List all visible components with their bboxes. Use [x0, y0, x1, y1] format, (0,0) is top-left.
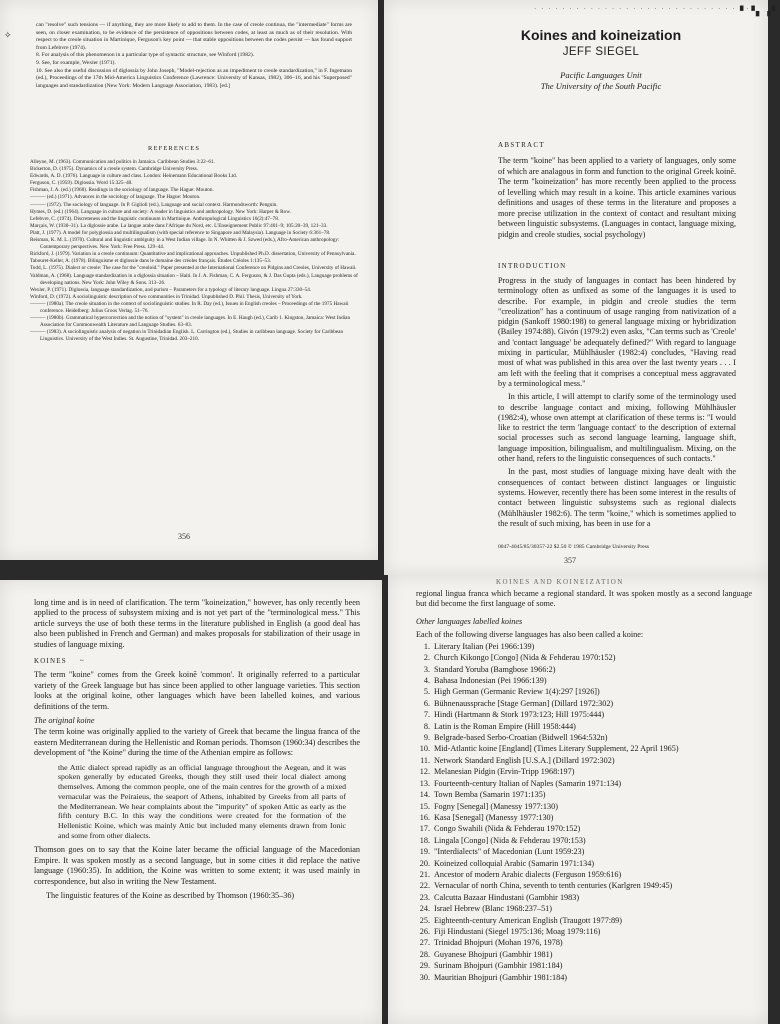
reference: Hymes, D. (ed.) (1964). Language in culture and society: A reader in linguistics and anthropology. New York: Harper & Row. [30, 208, 291, 215]
list-item-number: 4. [423, 676, 430, 686]
article-title: Koines and koineization [520, 27, 682, 43]
list-item-number: 29. [419, 961, 430, 971]
list-item-number: 12. [419, 767, 430, 777]
list-item [416, 789, 752, 800]
list-item-number: 23. [419, 892, 430, 902]
list-item-text: Eighteenth-century American English (Traugott 1977:89) [434, 915, 622, 925]
introduction-body [498, 276, 736, 532]
list-item-number: 5. [423, 687, 430, 697]
list-item [416, 823, 752, 834]
list-item-number: 13. [419, 778, 430, 788]
running-head: KOINES AND KOINEIZATION [496, 578, 624, 586]
page-357 [384, 0, 780, 575]
article-author: JEFF SIEGEL [562, 46, 640, 58]
list-item-text: Belgrade-based Serbo-Croatian (Bidwell 1964:532n) [434, 733, 608, 743]
reference: Alleyne, M. (1963). Communication and politics in Jamaica. Caribbean Studies 3:22–61. [30, 159, 215, 165]
page-body [416, 589, 752, 983]
list-item-number: 2. [423, 653, 430, 663]
list-item-text: Town Bemba (Samarin 1971:135) [434, 790, 546, 800]
list-item-text: Koineized colloquial Arabic (Samarin 1971:134) [434, 858, 595, 868]
reference: ——— (1972). The sociology of language. In P. Giglioli (ed.), Language and social context. Harmondsworth: Penguin. [30, 201, 278, 208]
list-item-number: 10. [419, 744, 430, 754]
list-item-text: Guyanese Bhojpuri (Gambhir 1981) [434, 949, 553, 959]
list-item [416, 721, 752, 732]
list-item-text: Vernacular of north China, seventh to tenth centuries (Karlgren 1949:45) [434, 881, 673, 891]
list-item-text: High German (Germanic Review 1(4):297 [1926]) [434, 687, 600, 697]
author-affiliation: The University of the South Pacific [540, 81, 662, 91]
list-item-text: Mauritian Bhojpuri (Gambhir 1981:184) [434, 972, 568, 982]
list-item [416, 732, 752, 743]
list-item-text: Fogny [Senegal] (Manessy 1977:130) [434, 801, 558, 811]
page-356 [0, 0, 378, 560]
list-item [416, 926, 752, 937]
introduction-heading: INTRODUCTION [498, 262, 567, 270]
list-item-text: Surinam Bhojpuri (Gambhir 1981:184) [434, 961, 563, 971]
list-item-number: 14. [419, 790, 430, 800]
list-item [416, 892, 752, 903]
list-item [416, 858, 752, 869]
list-item-text: Ancestor of modern Arabic dialects (Ferguson 1959:616) [434, 869, 622, 879]
list-item-number: 11. [420, 755, 430, 765]
reference-list [30, 159, 362, 343]
subsection-heading: Other languages labelled koines [416, 617, 523, 627]
list-item-text: Lingala [Congo] (Nida & Fehderau 1970:153) [434, 835, 586, 845]
abstract-text: The term "koine" has been applied to a variety of languages, only some of which are analagous in form and function to the original Greek koinē. The term "koineization" has more recently been applied to the process of levelling which may result in a koine. This article examines various definitions and usages of these terms in the literature and proposes a more precise utilization in the context of contact and resultant mixing between linguistic subsystems. (Languages in contact, language mixing, pidgin and creole studies, social psychology) [498, 156, 736, 239]
paragraph: Progress in the study of languages in contact has been hindered by terminology often as unfixed as some of the languages it is used to describe. For example, in pidgin and creole studies the term "creolization" has a continuum of usage ranging from nativization of a pidgin (Sankoff 1980:198) to general language mixing or hybridization (Bailey 1974:88). Givón (1979:2) even asks, "Can terms such as 'Creole' and 'contact language' be adequately defined?" With regard to language mixing in particular, Mühlhäusler (1982:4) concludes, "Having read most of what was published in this area over the last twenty years . . . I am left with the feeling that it comprises a conceptual mess aggravated by a terminological mess." [498, 276, 736, 388]
copyright-line: 0047-4045/85/30357-22 $2.50 © 1985 Cambridge University Press [498, 544, 650, 550]
list-item [416, 915, 752, 926]
reference: Tabouret-Keller, A. (1978). Bilinguisme et diglossie dans le domaine des créoles français. Études Créoles 1:135–53. [30, 258, 272, 265]
corner-mark: ▘▝▖▗▘ [740, 6, 780, 16]
list-item [416, 937, 752, 948]
margin-mark: ✧ [4, 30, 12, 40]
list-item [416, 675, 752, 686]
endnote: 8. For analysis of this phenomenon in a particular type of syntactic structure, see Winford (1982). [36, 52, 255, 59]
koine-list [416, 641, 752, 983]
list-item-text: Melanesian Pidgin (Ervin-Tripp 1968:197) [434, 767, 575, 777]
list-item-text: Trinidad Bhojpuri (Mohan 1976, 1978) [434, 938, 563, 948]
references-heading: REFERENCES [148, 145, 201, 152]
list-item-number: 15. [419, 801, 430, 811]
reference: Platt, J. (1977). A model for polyglossia and multilingualism (with special reference to Singapore and Malaysia). Language in Society 6:361–78. [30, 229, 331, 236]
reference: Rickford, J. (1979). Variation in a creole continuum: Quantitative and implicational approaches. Unpublished Ph.D. dissertation, University of Pennsylvania. [30, 251, 356, 258]
list-item-number: 9. [423, 733, 430, 743]
list-item-text: Bahasa Indonesian (Pei 1966:139) [434, 676, 547, 686]
list-item [416, 652, 752, 663]
list-intro: Each of the following diverse languages has also been called a koine: [416, 629, 644, 639]
list-item-text: Congo Swahili (Nida & Fehderau 1970:152) [434, 824, 581, 834]
list-item [416, 698, 752, 709]
paragraph: long time and is in need of clarification. The term "koineization," however, has only recently been applied to the process of subsystem mixing and is not yet part of the "terminological mess." This article surveys the use of both these terms in the literature published in English (a good deal has also been published in French and German) and makes proposals for stabilization of their usage in studies of language mixing. [34, 598, 360, 649]
list-item [416, 766, 752, 777]
running-head: · · · · · · · · · · · · · · · · · · · · · · · · · · · · · · · [534, 5, 751, 13]
paragraph: The linguistic features of the Koine as described by Thomson (1960:35–36) [46, 890, 295, 900]
reference: Lefebvre, C. (1974). Discreteness and the linguistic continuum in Martinique. Anthropological Linguistics 16(2):47–78. [30, 215, 280, 222]
reference: ——— (ed.) (1971). Advances in the sociology of language. The Hague: Mouton. [30, 194, 201, 201]
page-358 [0, 580, 382, 1024]
list-item-text: Mid-Atlantic koine [England] (Times Literary Supplement, 22 April 1965) [434, 744, 679, 754]
list-item-number: 6. [423, 698, 430, 708]
list-item-number: 7. [423, 710, 430, 720]
list-item [416, 709, 752, 720]
reference: ——— (1983). A sociolinguistic analysis of negation in Trinidadian English. L. Carrington (ed.), Studies in caribbean language. Society for Caribbean Linguistics. University of the West Indies. St. Augustine, Trinidad. 203–210. [30, 329, 344, 343]
endnotes [36, 22, 352, 90]
reference: Marçais, W. (1930–31). La diglossie arabe. La langue arabe dans l'Afrique du Nord, etc. L'Enseignement Public 97:401–9; 105:20–39, 121–33. [30, 222, 328, 229]
list-item [416, 743, 752, 754]
list-item-number: 26. [419, 926, 430, 936]
reference: ——— (1980a). The creole situation in the context of sociolinguistic studies. In R. Day (ed.), Issues in English creoles – Proceedings of the 1975 Hawaii conference. Heidelberg: Julius Groos Verlag. 51–76. [30, 300, 349, 314]
margin-mark: ~ [79, 657, 85, 666]
list-item-text: Church Kikongo [Congo] (Nida & Fehderau 1970:152) [434, 653, 616, 663]
section-heading-text: KOINES [34, 657, 67, 666]
page-number: 356 [178, 532, 190, 541]
reference: Wexler, P. (1971). Diglossia, language standardization, and purism – Parameters for a typology of literary language. Lingua 27:330–54. [30, 286, 312, 293]
list-item-number: 3. [423, 664, 430, 674]
list-item-number: 16. [419, 812, 430, 822]
reference: Bickerton, D. (1975). Dynamics of a creole system. Cambridge University Press. [30, 166, 199, 173]
list-item [416, 641, 752, 652]
list-item-number: 20. [419, 858, 430, 868]
list-item [416, 949, 752, 960]
endnote: can "resolve" such tensions — if anything, they are more likely to add to them. In the case of creole continua, the "intermediate" forms are seen, on closer examination, to be evidence of the persistence of oppositions between codes, at least as much as of their resolution. With respect to the creole situation in Martinique, Ferguson's key point — that stable oppositions between the codes persist — has found support from Lefebvre (1974). [36, 22, 352, 51]
list-item-text: Network Standard English [U.S.A.] (Dillard 1972:302) [434, 755, 615, 765]
list-item-text: Bühnenaussprache [Stage German] (Dillard 1972:302) [434, 698, 614, 708]
page-359 [388, 575, 768, 1024]
list-item-number: 24. [419, 904, 430, 914]
list-item-number: 19. [419, 847, 430, 857]
list-item-text: Fiji Hindustani (Siegel 1975:136; Moag 1979:116) [434, 926, 601, 936]
list-item-text: Literary Italian (Pei 1966:139) [434, 641, 535, 651]
list-item [416, 664, 752, 675]
list-item-number: 21. [419, 869, 430, 879]
reference: ——— (1980b). Grammatical hypercorrection and the notion of "system" in creole languages. In E. Haugh (ed.), Carib 1. Kingston, Jamaica: West Indian Association for Commonwealth Literature and Language Studies. 63–83. [30, 315, 351, 329]
list-item-text: Fourteenth-century Italian of Naples (Samarin 1971:134) [434, 778, 622, 788]
paragraph: In the past, most studies of language mixing have dealt with the consequences of contact between distinct languages or linguistic systems. However, recently there has been some interest in the results of contact between linguistic subsystems such as regional dialects (Mühlhäusler 1982:6). The term "koine," which is sometimes applied to the result of such mixing, has been in use for a [498, 467, 736, 528]
list-item [416, 686, 752, 697]
paragraph: The term "koine" comes from the Greek koinē 'common'. It originally referred to a particular variety of the Greek language but has since been applied to other language varieties. This section looks at the original koine, other languages which have been labelled koines, and various definitions of the term. [34, 670, 360, 711]
list-item [416, 801, 752, 812]
block-quote: the Attic dialect spread rapidly as an official language throughout the Aegean, and it was spoken generally by educated Greeks, though they still used their local dialect among themselves. Among the common people, one of the main centres for the growth of a mixed vernacular was the Peiraieus, the seaport of Athens, inhabited by Greeks from all parts of the Mediterranean. We hear complaints about the "impurity" of spoken Attic as early as the fifth century B.C. In this way the conditions were created for the formation of the Hellenistic Koine, which was mainly Attic but included many elements drawn from Ionic and some from other dialects. [58, 762, 346, 840]
reference: Reisman, K. M. L. (1970). Cultural and linguistic ambiguity in a West Indian village. In N. Whitten & J. Szwed (eds.), Afro-American anthropology: Contemporary perspectives. New York: Free Press. 129–44. [30, 237, 340, 251]
page-body [34, 598, 360, 905]
list-item [416, 903, 752, 914]
list-item [416, 778, 752, 789]
abstract-heading: ABSTRACT [498, 141, 545, 149]
list-item-text: Calcutta Bazaar Hindustani (Gambhir 1983) [434, 892, 580, 902]
list-item-number: 28. [419, 949, 430, 959]
reference: Valdman, A. (1968). Language standardization in a diglossia situation – Haiti. In J. A. Fishman, C. A. Ferguson, & J. Das Gupta (eds.), Language problems of developing nations. New York: John Wiley & Sons. 313–26. [30, 272, 358, 286]
list-item-number: 22. [419, 881, 430, 891]
list-item-number: 1. [423, 641, 430, 651]
list-item-text: Latin is the Roman Empire (Hill 1958:444) [434, 721, 576, 731]
list-item [416, 846, 752, 857]
list-item-number: 18. [419, 835, 430, 845]
list-item [416, 972, 752, 983]
paragraph: Thomson goes on to say that the Koine later became the official language of the Macedonian Empire. It was spoken mostly as a second language, but in some cities it did replace the native language (1960:35). In addition, the Koine was written to some extent; it was used mainly in correspondence, but also in writing the New Testament. [34, 845, 360, 886]
reference: Winford, D. (1972). A sociolinguistic description of two communities in Trinidad. Unpublished D. Phil. Thesis, University of York. [30, 293, 303, 300]
list-item-text: Standard Yoruba (Bamgbose 1966:2) [434, 664, 556, 674]
endnote: 10. See also the useful discussion of diglossia by John Joseph, "Model-rejection as an impediment to creole standardization," in F. Ingemann (ed.), Proceedings of the 17th Mid-America Linguistics Conference (Lawrence: University of Kansas, 1982), 306–16, and his "Superposed" languages and standardization (New York: Modern Language Association, 1983). [ed.] [36, 67, 352, 89]
reference: Ferguson, C. (1959). Diglossia. Word 15:325–40. [30, 180, 133, 187]
list-item [416, 812, 752, 823]
list-item [416, 880, 752, 891]
list-item [416, 960, 752, 971]
reference: Todd, L. (1975). Dialect or creole: The case for the "creoloid." Paper presented at the International Conference on Pidgins and Creoles, University of Hawaii. [30, 265, 357, 272]
paragraph: regional lingua franca which became a regional standard. It was spoken mostly as a second language but did become the first language of some. [416, 589, 752, 609]
list-item-number: 25. [419, 915, 430, 925]
subsection-heading: The original koine [34, 716, 95, 726]
reference: Edwards, A. D. (1976). Language in culture and class. London: Heinemann Educational Books Ltd. [30, 173, 238, 180]
list-item-number: 27. [419, 938, 430, 948]
list-item [416, 869, 752, 880]
list-item-number: 17. [419, 824, 430, 834]
paragraph: The term koine was originally applied to the variety of Greek that became the lingua franca of the eastern Mediterranean during the Hellenistic and Roman periods. Thomson (1960:34) describes the development of "the Koine" during the time of the Athenian empire as follows: [34, 727, 360, 758]
list-item-text: Hindi (Hartmann & Stork 1973:123; Hill 1975:444) [434, 710, 605, 720]
list-item-number: 30. [419, 972, 430, 982]
list-item-text: "Interdialects" of Macedonian (Lunt 1959:23) [434, 847, 585, 857]
paragraph: In this article, I will attempt to clarify some of the terminology used to describe language contact and mixing, following Mühlhäusler (1982:4), whose own attempt at clarification of these terms is: "I would like to restrict the term 'language contact' to the description of external social processes such as second language learning, language shift, language imposition, bilingualism, and multilingualism. Mixing, on the other hand, refers to the linguistic consequences of such contacts." [498, 392, 736, 464]
list-item [416, 755, 752, 766]
list-item-text: Israel Hebrew (Blanc 1968:237–51) [434, 904, 552, 914]
page-number: 357 [564, 556, 576, 565]
list-item-text: Kasa [Senegal] (Manessy 1977:130) [434, 812, 554, 822]
list-item [416, 835, 752, 846]
endnote: 9. See, for example, Wexler (1971). [36, 59, 116, 66]
reference: Fishman, J. A. (ed.) (1968). Readings in the sociology of language. The Hague: Mouton. [30, 187, 214, 194]
section-heading [34, 656, 360, 666]
author-affiliation: Pacific Languages Unit [560, 70, 642, 80]
list-item-number: 8. [423, 721, 430, 731]
